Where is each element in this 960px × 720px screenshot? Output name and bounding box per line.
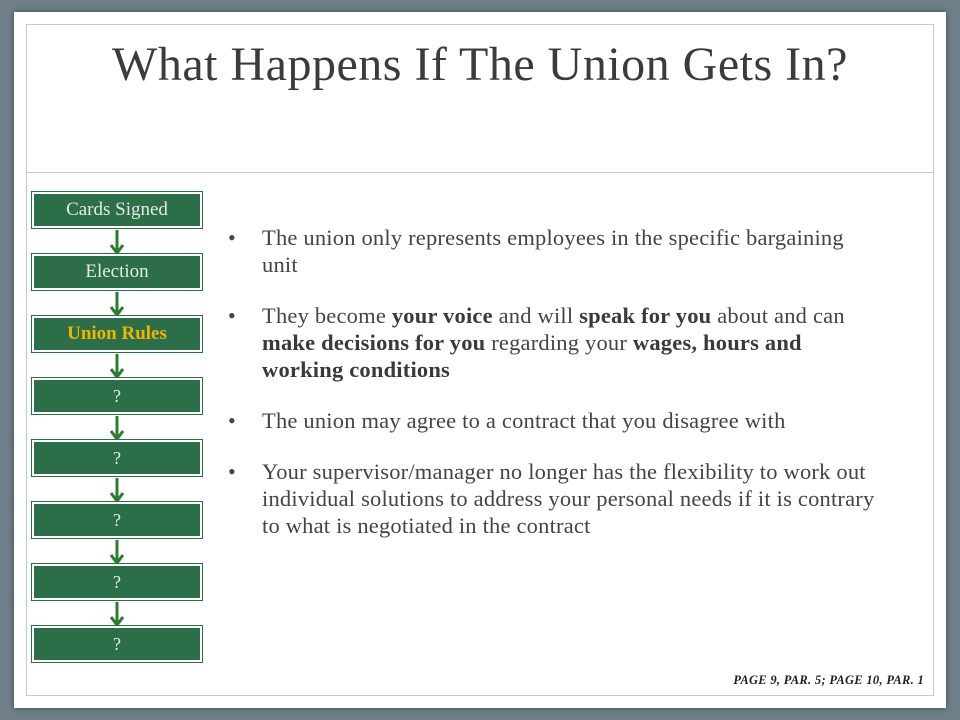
slide: [14, 12, 946, 708]
down-arrow-icon: [109, 292, 125, 318]
bullet-text: about and can: [711, 303, 845, 328]
bullet-text: and will: [492, 303, 580, 328]
flow-step-election: Election: [32, 254, 202, 290]
flow-step-unknown: ?: [32, 626, 202, 662]
flow-step-unknown: ?: [32, 440, 202, 476]
bullet-item: • The union only represents employees in the specific bargaining unit: [222, 224, 882, 278]
page-reference: PAGE 9, PAR. 5; PAGE 10, PAR. 1: [733, 673, 924, 687]
down-arrow-icon: [109, 602, 125, 628]
bullet-item: • Your supervisor/manager no longer has the flexibility to work out individual solutions to address your personal needs if it is contrary to what is negotiated in the contract: [222, 458, 882, 539]
flow-step-unknown: ?: [32, 502, 202, 538]
bullet-emphasis: make decisions for you: [262, 330, 486, 355]
bullet-emphasis: your voice: [391, 303, 493, 328]
bullet-emphasis: wages, hours and working conditions: [262, 330, 802, 382]
slide-title: What Happens If The Union Gets In?: [112, 38, 848, 91]
down-arrow-icon: [109, 416, 125, 442]
bullet-emphasis: speak for you: [579, 303, 712, 328]
down-arrow-icon: [109, 478, 125, 504]
bullet-list: [222, 224, 882, 563]
down-arrow-icon: [109, 230, 125, 256]
down-arrow-icon: [109, 354, 125, 380]
bullet-text: They become: [262, 303, 392, 328]
flow-step-union-rules: Union Rules: [32, 316, 202, 352]
bullet-text: regarding your: [485, 330, 633, 355]
down-arrow-icon: [109, 540, 125, 566]
bullet-item: [222, 302, 882, 383]
flow-step-unknown: ?: [32, 564, 202, 600]
bullet-item: • The union may agree to a contract that you disagree with: [222, 407, 882, 434]
flow-step-unknown: ?: [32, 378, 202, 414]
title-divider: [26, 172, 934, 173]
flow-step-cards-signed: Cards Signed: [32, 192, 202, 228]
